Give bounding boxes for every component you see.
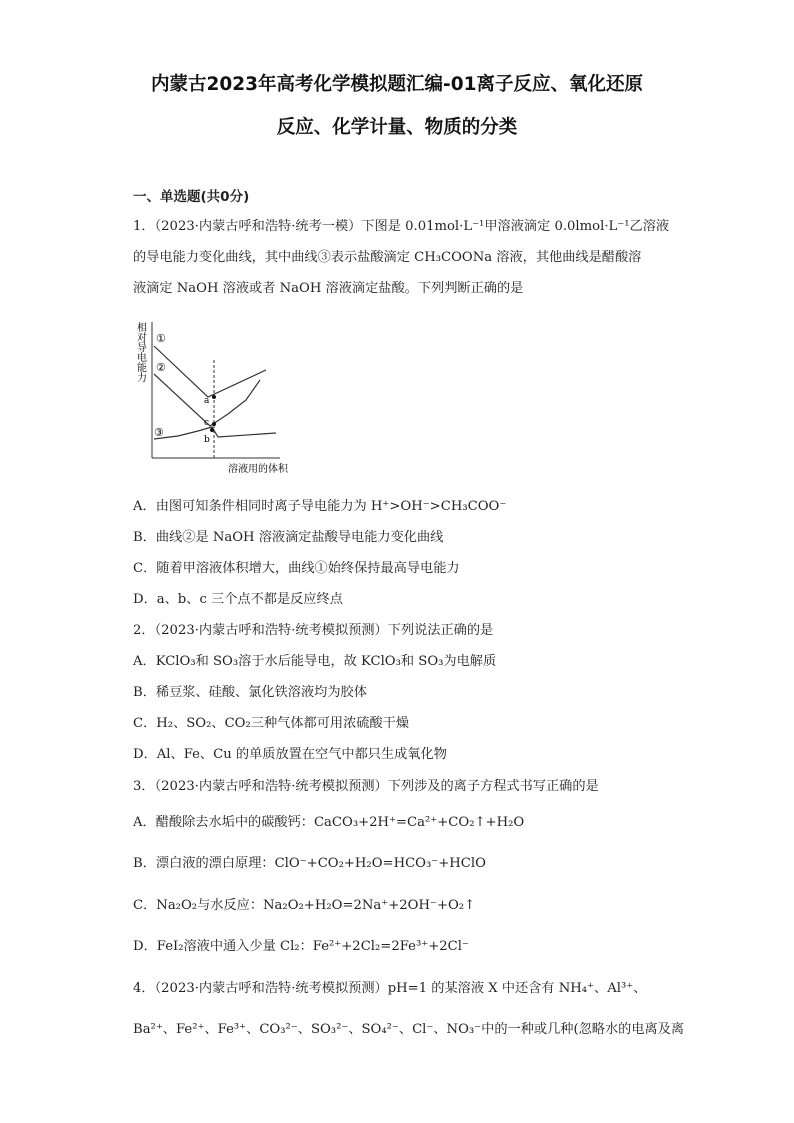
point-a — [212, 395, 216, 399]
curve-3 — [154, 427, 276, 439]
q1-option-a: A．由图可知条件相同时离子导电能力为 H⁺>OH⁻>CH₃COO⁻ — [133, 499, 507, 514]
q1-option-b: B．曲线②是 NaOH 溶液滴定盐酸导电能力变化曲线 — [133, 530, 444, 545]
document-title-line1: 内蒙古2023年高考化学模拟题汇编-01离子反应、氧化还原 — [151, 74, 643, 95]
conductivity-figure — [128, 308, 288, 478]
q1-stem-line2: 的导电能力变化曲线，其中曲线③表示盐酸滴定 CH₃COONa 溶液，其他曲线是醋酸溶 — [133, 250, 642, 265]
q4-stem-line2: Ba²⁺、Fe²⁺、Fe³⁺、CO₃²⁻、SO₃²⁻、SO₄²⁻、Cl⁻、NO₃⁻中的一种或几种(忽略水的电离及离 — [133, 1022, 685, 1037]
q1-stem-line3: 液滴定 NaOH 溶液或者 NaOH 溶液滴定盐酸。下列判断正确的是 — [133, 281, 524, 296]
q2-option-b: B．稀豆浆、硅酸、氯化铁溶液均为胶体 — [133, 685, 367, 700]
point-c-label: c — [204, 418, 210, 428]
point-b — [210, 428, 214, 432]
q3-option-a: A．醋酸除去水垢中的碳酸钙：CaCO₃+2H⁺=Ca²⁺+CO₂↑+H₂O — [133, 815, 525, 830]
q1-option-d: D．a、b、c 三个点不都是反应终点 — [133, 592, 343, 607]
q3-stem: 3．（2023·内蒙古呼和浩特·统考模拟预测）下列涉及的离子方程式书写正确的是 — [133, 779, 599, 794]
q1-option-c: C．随着甲溶液体积增大，曲线①始终保持最高导电能力 — [133, 561, 460, 576]
q4-stem-line1: 4．（2023·内蒙古呼和浩特·统考模拟预测）pH=1 的某溶液 X 中还含有 NH₄⁺、Al³⁺、 — [133, 981, 647, 996]
q1-stem-line1: 1．（2023·内蒙古呼和浩特·统考一模）下图是 0.01mol·L⁻¹甲溶液滴定 0.0lmol·L⁻¹乙溶液 — [133, 219, 670, 234]
q2-option-d: D．Al、Fe、Cu 的单质放置在空气中都只生成氧化物 — [133, 747, 447, 762]
curve-1-label: ① — [156, 332, 166, 345]
section-heading: 一、单选题(共0分) — [133, 189, 250, 205]
q3-option-c: C．Na₂O₂与水反应：Na₂O₂+H₂O=2Na⁺+2OH⁻+O₂↑ — [133, 898, 476, 913]
curve-2-label: ② — [156, 361, 166, 374]
document-title-line2: 反应、化学计量、物质的分类 — [276, 117, 518, 138]
curve-3-label: ③ — [154, 426, 164, 439]
q3-option-b: B．漂白液的漂白原理：ClO⁻+CO₂+H₂O=HCO₃⁻+HClO — [133, 856, 486, 871]
point-b-label: b — [204, 435, 210, 445]
point-c — [212, 422, 216, 426]
q2-option-a: A．KClO₃和 SO₃溶于水后能导电，故 KClO₃和 SO₃为电解质 — [133, 654, 497, 669]
q2-option-c: C．H₂、SO₂、CO₂三种气体都可用浓硫酸干燥 — [133, 716, 410, 731]
figure-xlabel: 溶液用的体积 — [228, 464, 288, 475]
q2-stem: 2．（2023·内蒙古呼和浩特·统考模拟预测）下列说法正确的是 — [133, 623, 494, 638]
point-a-label: a — [204, 396, 210, 406]
figure-ylabel: 相对导电能力 — [134, 322, 146, 382]
q3-option-d: D．FeI₂溶液中通入少量 Cl₂：Fe²⁺+2Cl₂=2Fe³⁺+2Cl⁻ — [133, 939, 469, 954]
